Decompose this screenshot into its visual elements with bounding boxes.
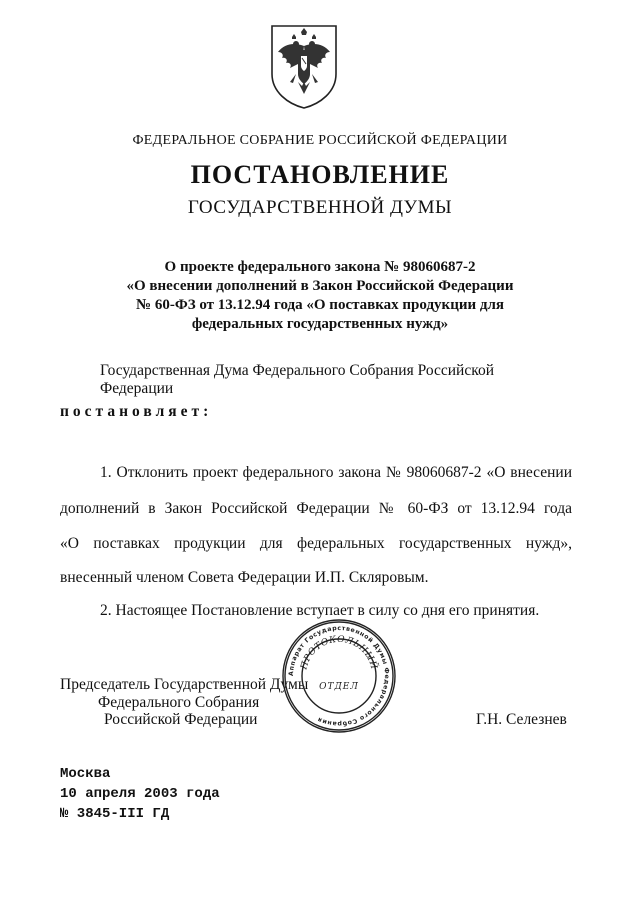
paragraph-line: дополнений в Закон Российской Федерации № 60-ФЗ от 13.12.94 года — [60, 500, 572, 517]
official-stamp-icon — [280, 617, 398, 735]
intro-text: Государственная Дума Федерального Собрания Российской Федерации — [100, 362, 494, 397]
signatory-position: Российской Федерации — [104, 711, 258, 728]
footer-city: Москва — [60, 766, 111, 782]
document-subtitle: ГОСУДАРСТВЕННОЙ ДУМЫ — [187, 197, 453, 218]
subject-line: № 60-ФЗ от 13.12.94 года «О поставках продукции для — [136, 297, 504, 313]
subject-line: «О внесении дополнений в Закон Российской Федерации — [126, 278, 514, 294]
paragraph-line: внесенный членом Совета Федерации И.П. Скляровым. — [60, 569, 429, 586]
organization-heading: ФЕДЕРАЛЬНОЕ СОБРАНИЕ РОССИЙСКОЙ ФЕДЕРАЦИИ — [132, 133, 508, 148]
footer-date: 10 апреля 2003 года — [60, 786, 220, 802]
signatory-position: Председатель Государственной Думы — [60, 676, 309, 693]
signatory-name: Г.Н. Селезнев — [476, 711, 567, 728]
subject-line: О проекте федерального закона № 98060687-2 — [164, 259, 476, 275]
stamp-outer-text: Аппарат Государственной Думы Федерального Собрания — [287, 624, 391, 728]
document-title: ПОСТАНОВЛЕНИЕ — [190, 160, 450, 189]
signatory-position: Федерального Собрания — [98, 694, 260, 711]
russian-coat-of-arms-icon — [268, 22, 340, 110]
paragraph-line: 1. Отклонить проект федерального закона № 98060687-2 «О внесении — [100, 464, 572, 481]
stamp-inner-top: ПРОТОКОЛЬНЫЙ — [299, 634, 379, 671]
footer-number: № 3845-III ГД — [60, 806, 170, 822]
paragraph-line: «О поставках продукции для федеральных государственных нужд», — [60, 535, 572, 552]
resolves-word: постановляет: — [60, 403, 213, 420]
stamp-inner-bottom: ОТДЕЛ — [319, 682, 359, 692]
subject-line: федеральных государственных нужд» — [191, 316, 449, 332]
paragraph-2: 2. Настоящее Постановление вступает в силу со дня его принятия. — [100, 602, 540, 619]
